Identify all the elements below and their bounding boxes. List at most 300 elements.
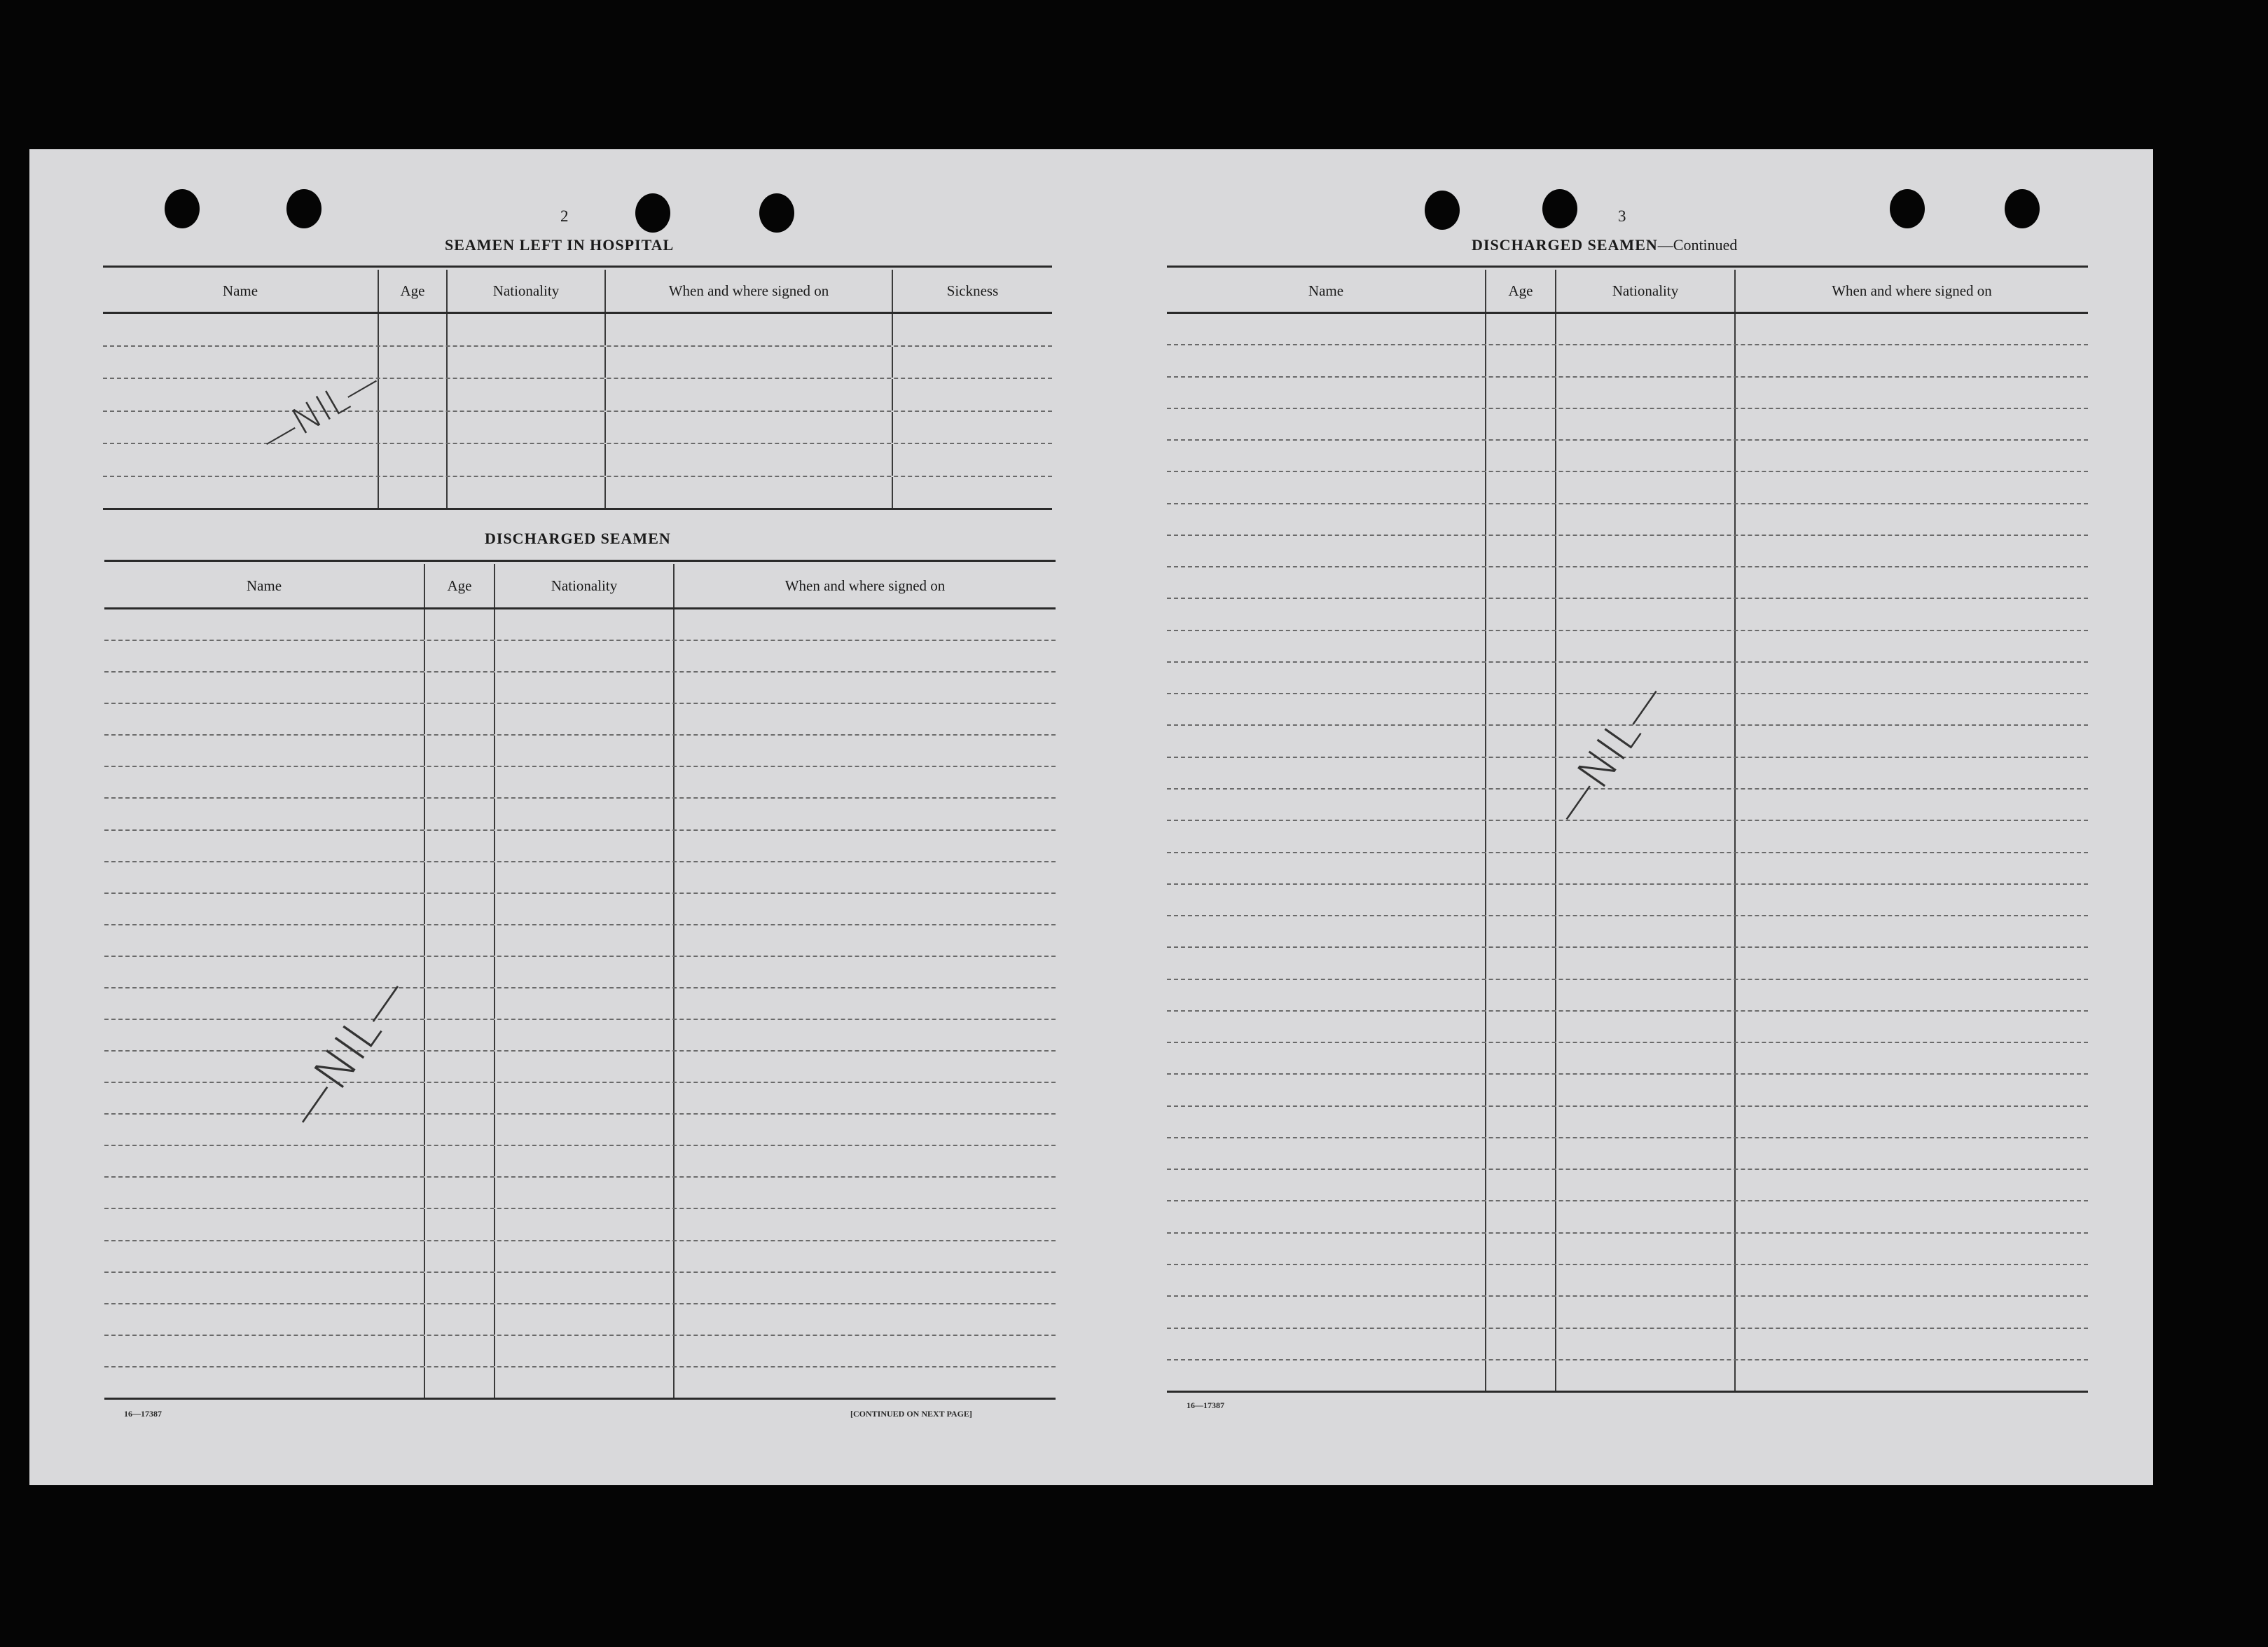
table-cell — [1167, 345, 1486, 375]
table-cell — [495, 641, 675, 671]
table-row — [103, 444, 1052, 477]
table-cell — [104, 1146, 425, 1176]
table-cell — [1486, 726, 1556, 756]
table-cell — [1167, 1075, 1486, 1105]
table-row — [1167, 1265, 2088, 1297]
table-cell — [1736, 1075, 2088, 1105]
table-cell — [495, 799, 675, 829]
form-number: 16—17387 — [1187, 1400, 1224, 1410]
column-header-age: Age — [379, 270, 448, 312]
table-cell — [1736, 1201, 2088, 1232]
table-cell — [1167, 504, 1486, 535]
table-row — [104, 1336, 1056, 1367]
table-row — [104, 799, 1056, 830]
table-cell — [1167, 790, 1486, 820]
table-cell — [379, 379, 448, 411]
table-cell — [1556, 948, 1736, 978]
table-cell — [104, 1273, 425, 1303]
hospital-table-header — [103, 270, 1052, 314]
table-cell — [893, 477, 1052, 509]
section-title-continued: —Continued — [1657, 236, 1738, 254]
table-cell — [1486, 504, 1556, 535]
table-cell — [103, 477, 379, 509]
page-number: 2 — [560, 207, 569, 225]
table-cell — [425, 988, 495, 1019]
table-cell — [448, 379, 606, 411]
table-row — [1167, 790, 2088, 821]
table-cell — [425, 1209, 495, 1239]
table-cell — [425, 862, 495, 893]
table-cell — [1167, 663, 1486, 693]
table-cell — [1736, 1329, 2088, 1359]
table-cell — [425, 1115, 495, 1145]
table-cell — [495, 894, 675, 924]
table-cell — [675, 799, 1056, 829]
table-cell — [1736, 790, 2088, 820]
table-cell — [495, 1304, 675, 1335]
table-cell — [1486, 980, 1556, 1010]
table-cell — [1556, 1107, 1736, 1137]
table-cell — [606, 412, 893, 443]
table-cell — [675, 1115, 1056, 1145]
table-cell — [675, 1304, 1056, 1335]
table-row — [104, 1241, 1056, 1273]
table-cell — [1167, 1265, 1486, 1295]
table-row — [104, 1115, 1056, 1146]
punch-hole — [635, 193, 670, 233]
table-cell — [1486, 1329, 1556, 1359]
table-row — [104, 1367, 1056, 1398]
table-cell — [1556, 345, 1736, 375]
column-header-name: Name — [104, 564, 425, 607]
table-cell — [1736, 758, 2088, 788]
hospital-table-body — [103, 314, 1052, 508]
table-cell — [104, 1367, 425, 1398]
table-cell — [425, 1178, 495, 1208]
table-cell — [675, 1083, 1056, 1113]
table-row — [1167, 631, 2088, 663]
table-cell — [1167, 980, 1486, 1010]
continued-note: [CONTINUED ON NEXT PAGE] — [850, 1409, 972, 1419]
punch-hole — [1425, 191, 1460, 230]
table-cell — [1556, 1201, 1736, 1232]
table-row — [104, 862, 1056, 894]
table-cell — [1736, 885, 2088, 915]
table-cell — [425, 1083, 495, 1113]
table-row — [104, 988, 1056, 1020]
table-cell — [1736, 536, 2088, 566]
table-cell — [1486, 821, 1556, 851]
table-cell — [379, 314, 448, 345]
discharged-table-header — [104, 564, 1056, 609]
table-cell — [675, 736, 1056, 766]
section-title-main: DISCHARGED SEAMEN — [1472, 236, 1658, 254]
column-header-sickness: Sickness — [946, 282, 999, 299]
table-cell — [1486, 853, 1556, 883]
table-cell — [495, 1209, 675, 1239]
table-row — [104, 1273, 1056, 1304]
punch-hole — [1890, 189, 1925, 228]
hospital-section-title: SEAMEN LEFT IN HOSPITAL — [445, 236, 675, 254]
table-row — [104, 1304, 1056, 1336]
table-cell — [104, 1336, 425, 1366]
table-cell — [104, 1241, 425, 1272]
table-cell — [1486, 663, 1556, 693]
table-cell — [495, 736, 675, 766]
table-row — [1167, 536, 2088, 567]
table-cell — [1736, 1360, 2088, 1391]
table-row — [1167, 1297, 2088, 1328]
table-cell — [1556, 1170, 1736, 1200]
table-cell — [675, 609, 1056, 640]
table-row — [1167, 441, 2088, 472]
table-cell — [425, 1020, 495, 1050]
table-cell — [1556, 980, 1736, 1010]
table-cell — [1167, 694, 1486, 724]
table-cell — [425, 925, 495, 956]
table-row — [104, 831, 1056, 862]
table-cell — [104, 862, 425, 893]
table-cell — [1486, 441, 1556, 471]
table-cell — [425, 673, 495, 703]
table-row — [1167, 378, 2088, 409]
table-row — [1167, 1107, 2088, 1138]
table-cell — [1486, 948, 1556, 978]
table-cell — [1167, 821, 1486, 851]
table-row — [104, 704, 1056, 736]
table-cell — [103, 314, 379, 345]
punch-hole — [286, 189, 321, 228]
table-cell — [1736, 1107, 2088, 1137]
discharged-continued-body — [1167, 314, 2088, 1391]
table-cell — [1167, 567, 1486, 598]
table-cell — [1556, 1265, 1736, 1295]
table-cell — [495, 1052, 675, 1082]
column-header-age: Age — [1486, 270, 1556, 312]
form-number: 16—17387 — [124, 1409, 162, 1419]
table-cell — [425, 1304, 495, 1335]
table-cell — [1556, 1297, 1736, 1327]
table-cell — [104, 673, 425, 703]
table-row — [1167, 948, 2088, 979]
table-cell — [103, 347, 379, 378]
page-number: 3 — [1618, 207, 1626, 225]
table-cell — [1736, 409, 2088, 439]
table-row — [104, 1178, 1056, 1209]
punch-hole — [165, 189, 200, 228]
table-cell — [425, 641, 495, 671]
table-cell — [1486, 1265, 1556, 1295]
table-cell — [448, 347, 606, 378]
table-cell — [675, 704, 1056, 734]
column-header-name: Name — [103, 270, 379, 312]
table-cell — [1556, 472, 1736, 502]
table-cell — [379, 412, 448, 443]
table-cell — [1486, 1201, 1556, 1232]
table-cell — [104, 609, 425, 640]
table-cell — [1486, 1360, 1556, 1391]
table-cell — [1486, 1107, 1556, 1137]
table-cell — [495, 673, 675, 703]
table-cell — [1486, 1138, 1556, 1169]
table-cell — [1167, 378, 1486, 408]
table-cell — [1556, 567, 1736, 598]
handwritten-nil: —NIL— — [1542, 673, 1677, 835]
table-cell — [1167, 916, 1486, 946]
table-cell — [1486, 631, 1556, 661]
table-cell — [1556, 441, 1736, 471]
table-cell — [495, 925, 675, 956]
table-row — [104, 1209, 1056, 1241]
table-cell — [1167, 1234, 1486, 1264]
table-cell — [425, 1241, 495, 1272]
table-cell — [104, 1209, 425, 1239]
table-cell — [1736, 567, 2088, 598]
table-cell — [1736, 441, 2088, 471]
table-cell — [495, 1146, 675, 1176]
table-row — [1167, 472, 2088, 504]
table-cell — [675, 1273, 1056, 1303]
table-row — [1167, 567, 2088, 599]
column-header-nationality: Nationality — [1556, 270, 1736, 312]
table-row — [1167, 1170, 2088, 1201]
table-cell — [1167, 1012, 1486, 1042]
table-row — [1167, 409, 2088, 441]
table-cell — [425, 1336, 495, 1366]
table-row — [1167, 345, 2088, 377]
table-cell — [675, 1367, 1056, 1398]
table-cell — [1736, 345, 2088, 375]
handwritten-nil: —NIL— — [276, 967, 420, 1139]
table-cell — [425, 1052, 495, 1082]
table-cell — [675, 1241, 1056, 1272]
table-row — [104, 767, 1056, 799]
table-cell — [1736, 1170, 2088, 1200]
table-row — [1167, 1234, 2088, 1265]
table-cell — [1736, 916, 2088, 946]
table-cell — [1556, 885, 1736, 915]
table-row — [104, 673, 1056, 704]
table-cell — [495, 957, 675, 987]
table-cell — [1556, 631, 1736, 661]
table-cell — [675, 673, 1056, 703]
table-row — [104, 1146, 1056, 1178]
table-cell — [1167, 758, 1486, 788]
discharged-top-rule — [104, 560, 1056, 562]
table-cell — [1167, 853, 1486, 883]
hospital-table — [103, 270, 1052, 510]
table-cell — [675, 1146, 1056, 1176]
table-cell — [1736, 694, 2088, 724]
discharged-continued-header — [1167, 270, 2088, 314]
table-row — [1167, 885, 2088, 916]
table-cell — [104, 799, 425, 829]
table-cell — [1167, 1107, 1486, 1137]
table-cell — [495, 704, 675, 734]
table-cell — [1486, 758, 1556, 788]
table-row — [1167, 853, 2088, 885]
column-header-age: Age — [425, 564, 495, 607]
table-cell — [1486, 536, 1556, 566]
table-row — [104, 925, 1056, 957]
table-row — [104, 609, 1056, 641]
table-row — [1167, 1329, 2088, 1360]
table-row — [1167, 980, 2088, 1012]
table-cell — [1556, 1075, 1736, 1105]
table-row — [103, 347, 1052, 380]
table-cell — [1167, 1138, 1486, 1169]
table-cell — [1486, 1170, 1556, 1200]
table-row — [104, 736, 1056, 767]
table-cell — [104, 767, 425, 797]
table-cell — [1167, 1329, 1486, 1359]
table-cell — [1556, 314, 1736, 344]
table-cell — [104, 831, 425, 861]
column-header-name: Name — [1167, 270, 1486, 312]
table-cell — [1486, 409, 1556, 439]
table-cell — [104, 1115, 425, 1145]
column-header-nationality: Nationality — [495, 564, 675, 607]
table-cell — [104, 894, 425, 924]
table-cell — [1167, 409, 1486, 439]
table-cell — [606, 347, 893, 378]
table-cell — [1167, 472, 1486, 502]
table-row — [1167, 1138, 2088, 1170]
table-cell — [104, 1304, 425, 1335]
table-row — [104, 1020, 1056, 1052]
table-cell — [606, 444, 893, 476]
table-cell — [893, 347, 1052, 378]
table-cell — [1167, 1201, 1486, 1232]
table-row — [1167, 1043, 2088, 1075]
table-cell — [1486, 378, 1556, 408]
table-row — [104, 957, 1056, 988]
table-cell — [495, 1367, 675, 1398]
discharged-section-title: DISCHARGED SEAMEN — [485, 530, 671, 547]
table-row — [104, 641, 1056, 673]
table-cell — [495, 988, 675, 1019]
table-cell — [1167, 599, 1486, 629]
table-cell — [425, 957, 495, 987]
table-cell — [1736, 853, 2088, 883]
table-cell — [495, 862, 675, 893]
table-cell — [1556, 378, 1736, 408]
table-row — [104, 1052, 1056, 1083]
table-cell — [425, 704, 495, 734]
punch-hole — [2005, 189, 2040, 228]
table-cell — [379, 477, 448, 509]
table-cell — [1556, 599, 1736, 629]
table-cell — [1736, 980, 2088, 1010]
table-cell — [1556, 409, 1736, 439]
table-cell — [675, 1020, 1056, 1050]
table-row — [1167, 916, 2088, 948]
table-cell — [1556, 536, 1736, 566]
table-cell — [448, 444, 606, 476]
table-cell — [104, 1178, 425, 1208]
table-row — [1167, 821, 2088, 853]
table-cell — [425, 894, 495, 924]
column-header-signed-on: When and where signed on — [1832, 282, 1992, 299]
table-cell — [448, 314, 606, 345]
table-cell — [1736, 1265, 2088, 1295]
table-row — [1167, 1201, 2088, 1233]
discharged-continued-table — [1167, 270, 2088, 1393]
table-cell — [425, 767, 495, 797]
table-cell — [1736, 821, 2088, 851]
table-cell — [104, 736, 425, 766]
table-cell — [893, 412, 1052, 443]
table-cell — [606, 379, 893, 411]
discharged-continued-title — [1472, 236, 1737, 254]
table-cell — [1736, 1138, 2088, 1169]
table-cell — [1736, 631, 2088, 661]
table-cell — [675, 1052, 1056, 1082]
table-cell — [1167, 631, 1486, 661]
table-cell — [495, 1336, 675, 1366]
table-cell — [606, 314, 893, 345]
table-cell — [1736, 378, 2088, 408]
table-cell — [104, 641, 425, 671]
table-cell — [1556, 1329, 1736, 1359]
table-cell — [1486, 1297, 1556, 1327]
table-row — [104, 894, 1056, 925]
table-cell — [103, 444, 379, 476]
table-cell — [893, 444, 1052, 476]
table-cell — [1556, 1138, 1736, 1169]
table-cell — [495, 1241, 675, 1272]
table-cell — [1167, 536, 1486, 566]
table-cell — [893, 379, 1052, 411]
table-cell — [1486, 314, 1556, 344]
table-cell — [1486, 567, 1556, 598]
table-cell — [1486, 599, 1556, 629]
table-cell — [1486, 916, 1556, 946]
table-cell — [675, 767, 1056, 797]
table-cell — [379, 444, 448, 476]
table-row — [1167, 314, 2088, 345]
table-cell — [379, 347, 448, 378]
table-cell — [675, 1336, 1056, 1366]
table-cell — [675, 988, 1056, 1019]
table-cell — [675, 1209, 1056, 1239]
table-cell — [1486, 1075, 1556, 1105]
table-cell — [1167, 885, 1486, 915]
table-cell — [1167, 726, 1486, 756]
table-cell — [1486, 1234, 1556, 1264]
table-row — [1167, 504, 2088, 536]
table-row — [1167, 1075, 2088, 1106]
table-cell — [1167, 441, 1486, 471]
table-cell — [1736, 599, 2088, 629]
column-header-nationality: Nationality — [448, 270, 606, 312]
table-cell — [675, 831, 1056, 861]
table-cell — [425, 831, 495, 861]
table-row — [103, 477, 1052, 509]
table-cell — [1736, 1012, 2088, 1042]
table-cell — [1167, 1297, 1486, 1327]
table-cell — [1486, 472, 1556, 502]
table-cell — [425, 1146, 495, 1176]
table-cell — [606, 477, 893, 509]
table-cell — [1167, 314, 1486, 344]
table-cell — [1736, 726, 2088, 756]
table-cell — [1486, 885, 1556, 915]
table-row — [104, 1083, 1056, 1115]
table-cell — [495, 831, 675, 861]
table-cell — [675, 641, 1056, 671]
punch-hole — [1542, 189, 1577, 228]
